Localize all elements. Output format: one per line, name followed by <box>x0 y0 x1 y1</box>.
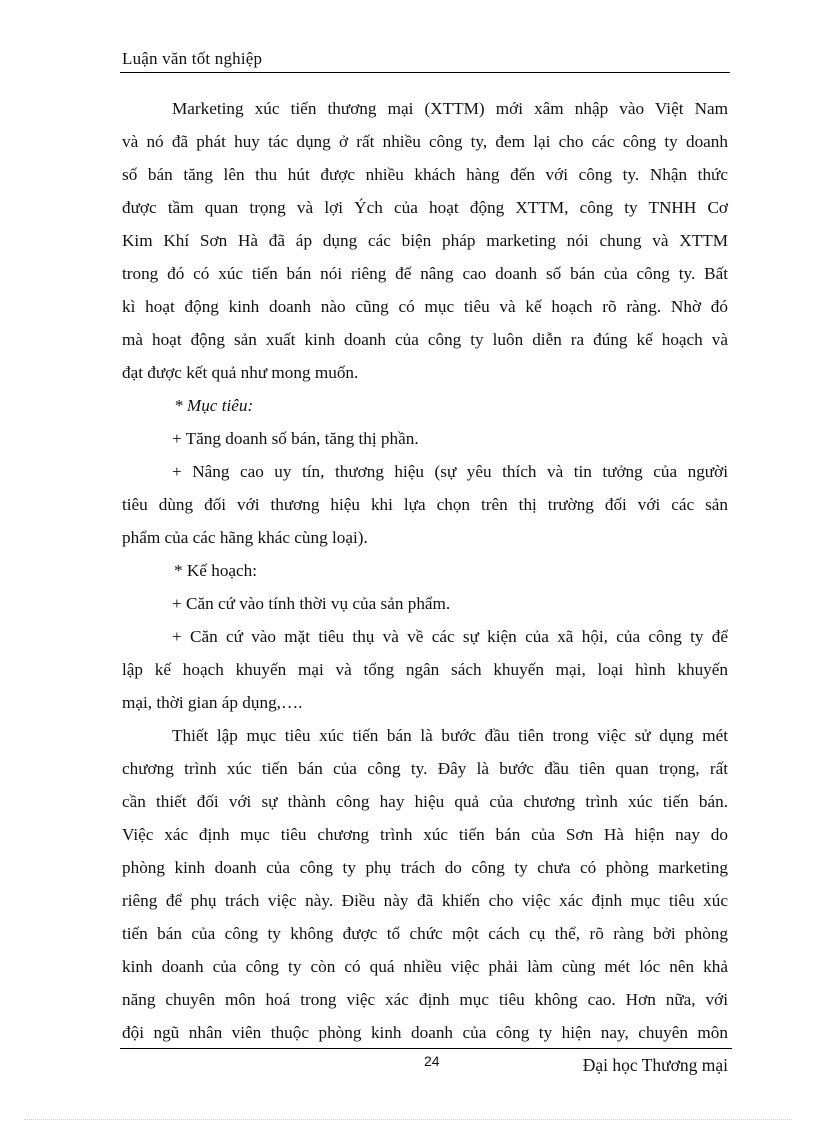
text-line: đạt được kết quả như mong muốn. <box>122 363 359 382</box>
page-number: 24 <box>424 1053 440 1069</box>
header-divider <box>120 72 730 73</box>
text-line: mại, thời gian áp dụng,…. <box>122 693 303 712</box>
ke-hoach-item-1: + Căn cứ vào tính thời vụ của sản phẩm. <box>172 594 451 613</box>
text-line: kì hoạt động kinh doanh nào cũng có mục tiêu và kế hoạch rõ ràng. Nhờ đó <box>122 297 728 316</box>
muc-tieu-heading: * Mục tiêu: <box>174 396 254 415</box>
text-line: trong đó có xúc tiến bán nói riêng để nâng cao doanh số bán của công ty. Bất <box>122 264 728 283</box>
document-body <box>122 96 728 1053</box>
ke-hoach-heading: * Kế hoạch: <box>174 561 258 580</box>
text-line: + Nâng cao uy tín, thương hiệu (sự yêu thích và tin tưởng của người <box>172 462 728 481</box>
text-line: Marketing xúc tiến thương mại (XTTM) mới xâm nhập vào Việt Nam <box>172 99 728 118</box>
text-line: năng chuyên môn hoá trong việc xác định mục tiêu không cao. Hơn nữa, với <box>122 990 728 1009</box>
text-line: Kim Khí Sơn Hà đã áp dụng các biện pháp marketing nói chung và XTTM <box>122 231 728 250</box>
text-line: số bán tăng lên thu hút được nhiều khách hàng đến với công ty. Nhận thức <box>122 165 728 184</box>
text-line: mà hoạt động sản xuất kinh doanh của công ty luôn diễn ra đúng kế hoạch và <box>122 330 728 349</box>
text-line: được tầm quan trọng và lợi Ých của hoạt động XTTM, công ty TNHH Cơ <box>122 198 728 217</box>
text-line: đội ngũ nhân viên thuộc phòng kinh doanh của công ty hiện nay, chuyên môn <box>122 1023 728 1042</box>
muc-tieu-item-1: + Tăng doanh số bán, tăng thị phần. <box>172 429 419 448</box>
text-line: cần thiết đối với sự thành công hay hiệu quả của chương trình xúc tiến bán. <box>122 792 728 811</box>
text-line: riêng để phụ trách việc này. Điều này đã khiến cho việc xác định mục tiêu xúc <box>122 891 728 910</box>
text-line: Việc xác định mục tiêu chương trình xúc tiến bán của Sơn Hà hiện nay do <box>122 825 728 844</box>
text-line: chương trình xúc tiến bán của công ty. Đây là bước đầu tiên quan trọng, rất <box>122 759 728 778</box>
text-line: phẩm của các hãng khác cùng loại). <box>122 528 368 547</box>
text-line: tiến bán của công ty không được tổ chức một cách cụ thể, rõ ràng bởi phòng <box>122 924 728 943</box>
text-line: + Căn cứ vào mặt tiêu thụ và về các sự kiện của xã hội, của công ty để <box>172 627 728 646</box>
text-line: phòng kinh doanh của công ty phụ trách do công ty chưa có phòng marketing <box>122 858 728 877</box>
page-bottom-dotted-border <box>24 1119 792 1120</box>
page-header-title: Luận văn tốt nghiệp <box>122 49 263 68</box>
text-line: và nó đã phát huy tác dụng ở rất nhiều công ty, đem lại cho các công ty doanh <box>122 132 728 151</box>
text-line: Thiết lập mục tiêu xúc tiến bán là bước đầu tiên trong việc sử dụng mét <box>172 726 728 745</box>
text-line: kinh doanh của công ty còn có quá nhiều việc phải làm cùng mét lóc nên khả <box>122 957 728 976</box>
footer-divider <box>120 1048 732 1049</box>
footer-school-name: Đại học Thương mại <box>582 1055 728 1075</box>
text-line: tiêu dùng đối với thương hiệu khi lựa chọn trên thị trường đối với các sản <box>122 495 728 514</box>
text-line: lập kế hoạch khuyến mại và tổng ngân sách khuyến mại, loại hình khuyến <box>122 660 728 679</box>
